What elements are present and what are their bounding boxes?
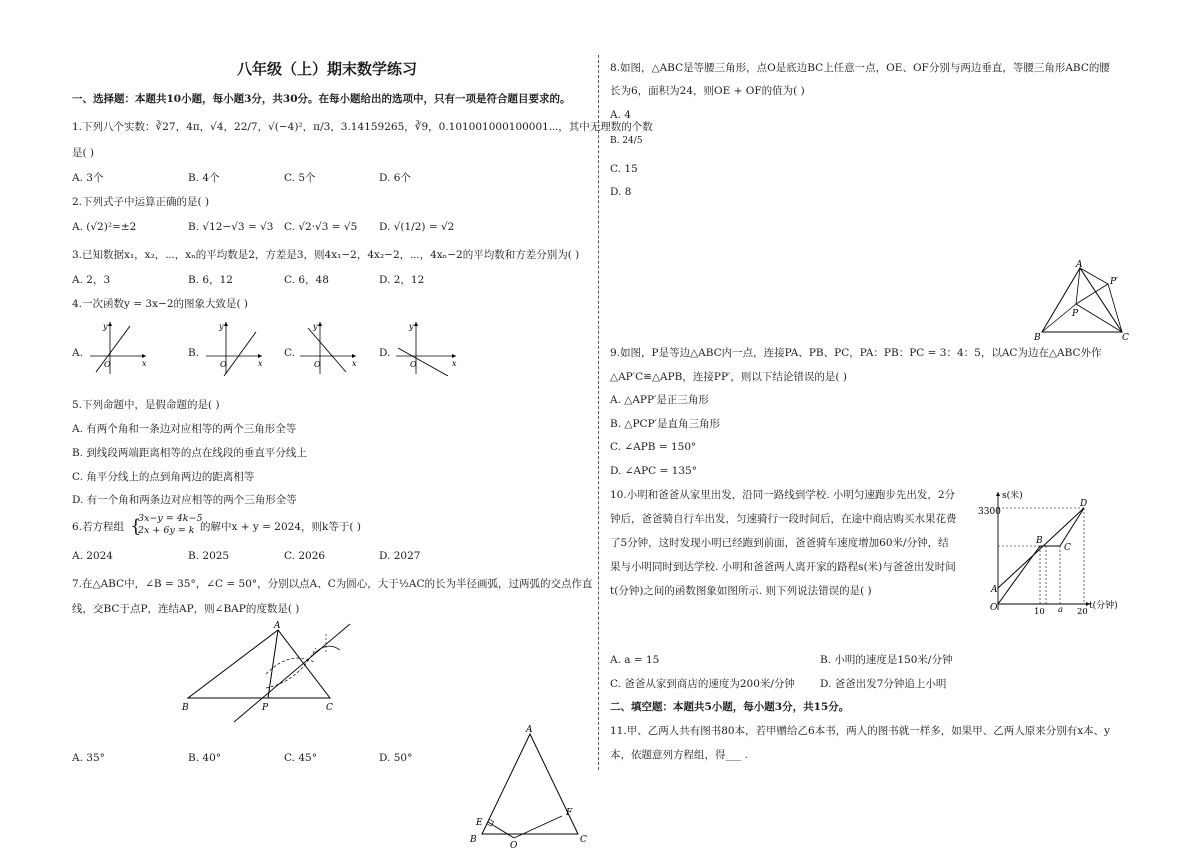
- q9-option-a: A. △APP′是正三角形: [610, 394, 709, 406]
- section1-heading: 一、选择题：本题共10小题，每小题3分，共30分。在每小题给出的选项中，只有一项是符合题目要求的。: [72, 93, 571, 105]
- q6-text-post: 的解中x + y = 2024，则k等于( ): [200, 521, 361, 533]
- q1-text: 1.下列八个实数：∛27，4π，√4，22/7，√(−4)²，π/3，3.14159265，∛9，0.101001000100001⋯，其中无理数的个数: [72, 121, 653, 133]
- q10-point-b: B: [1036, 536, 1043, 546]
- q10-text-1: 10.小明和爸爸从家里出发，沿同一路线到学校. 小明匀速跑步先出发，2分: [610, 489, 956, 501]
- q7-figure: [178, 618, 358, 730]
- q2-option-b: B. √12−√3 = √3: [188, 221, 274, 233]
- q8-text: 8.如图，△ABC是等腰三角形，点O是底边BC上任意一点，OE、OF分别与两边垂直，等腰三角形ABC的腰: [610, 62, 1110, 74]
- q6-eq1: 3x−y = 4k−5: [138, 513, 203, 524]
- q8-label-b: B: [470, 835, 477, 845]
- q10-point-c: C: [1064, 543, 1071, 553]
- q8-option-d: D. 8: [610, 186, 632, 198]
- q10-x-tick-a: a: [1058, 605, 1064, 615]
- q4d-y-label: y: [409, 322, 414, 331]
- q4b-y-label: y: [219, 322, 224, 331]
- q3-text: 3.已知数据x₁，x₂，⋯，xₙ的平均数是2，方差是3，则4x₁−2，4x₂−2，⋯，4xₙ−2的平均数和方差分别为( ): [72, 249, 580, 261]
- q5-option-a: A. 有两个角和一条边对应相等的两个三角形全等: [72, 423, 297, 435]
- q4-option-b: B.: [188, 347, 200, 359]
- q10-x-tick-20: 20: [1077, 607, 1088, 616]
- q9-text: 9.如图，P是等边△ABC内一点，连接PA、PB、PC，PA：PB：PC = 3：4：5，以AC为边在△ABC外作: [610, 347, 1102, 359]
- q7-label-b: B: [182, 703, 189, 713]
- q10-option-c: C. 爸爸从家到商店的速度为200米/分钟: [610, 678, 795, 690]
- q4c-y-label: y: [313, 322, 318, 331]
- q2-option-d: D. √(1/2) = √2: [379, 221, 455, 233]
- q10-text-2: 钟后，爸爸骑自行车出发，匀速骑行一段时间后，在途中商店购买水果花费: [610, 513, 957, 525]
- q7-option-a: A. 35°: [72, 752, 105, 764]
- right-column: [610, 0, 1170, 849]
- q8-label-o: O: [510, 841, 518, 848]
- q6-option-d: D. 2027: [379, 550, 421, 562]
- q6-brace: {: [130, 516, 142, 537]
- q4-option-a: A.: [72, 347, 83, 359]
- q10-y-label: s(米): [1002, 491, 1023, 501]
- q8-option-b: B. 24/5: [610, 136, 643, 146]
- q4a-x-label: x: [142, 359, 147, 368]
- section2-heading: 二、填空题：本题共5小题，每小题3分，共15分。: [610, 701, 850, 713]
- q5-option-d: D. 有一个角和两条边对应相等的两个三角形全等: [72, 494, 297, 506]
- q10-option-b: B. 小明的速度是150米/分钟: [820, 654, 953, 666]
- q4c-origin: O: [314, 360, 321, 369]
- q3-option-d: D. 2，12: [379, 274, 425, 286]
- q9-option-c: C. ∠APB = 150°: [610, 441, 697, 453]
- q9-label-a: A: [1076, 260, 1083, 270]
- q6-option-b: B. 2025: [188, 550, 230, 562]
- q10-point-d: D: [1080, 499, 1088, 509]
- q10-point-a: A: [991, 585, 998, 595]
- q10-x-label: t(分钟): [1089, 601, 1118, 611]
- q4c-x-label: x: [352, 359, 357, 368]
- q4d-origin: O: [410, 360, 417, 369]
- q6-option-c: C. 2026: [284, 550, 326, 562]
- q9-label-p: P: [1072, 309, 1079, 319]
- q5-text: 5.下列命题中，是假命题的是( ): [72, 399, 220, 411]
- q10-option-d: D. 爸爸出发7分钟追上小明: [820, 678, 947, 690]
- q3-option-b: B. 6，12: [188, 274, 233, 286]
- q11-text: 11.甲、乙两人共有图书80本，若甲赠给乙6本书，两人的图书就一样多，如果甲、乙两人原来分别有x本、y: [610, 725, 1111, 737]
- q2-option-c: C. √2·√3 = √5: [284, 221, 358, 233]
- q10-origin: O: [990, 603, 998, 613]
- q8-text-2: 长为6，面积为24，则OE + OF的值为( ): [610, 85, 805, 97]
- q4-graph-a: [88, 320, 148, 376]
- q5-option-b: B. 到线段两端距离相等的点在线段的垂直平分线上: [72, 447, 307, 459]
- q10-graph: [978, 484, 1168, 616]
- q8-option-c: C. 15: [610, 163, 638, 175]
- q4-graph-b: [204, 320, 264, 376]
- q8-label-a: A: [526, 725, 533, 735]
- q4a-y-label: y: [103, 322, 108, 331]
- q8-option-a: A. 4: [610, 109, 631, 121]
- q7-label-a: A: [274, 621, 281, 631]
- q9-option-d: D. ∠APC = 135°: [610, 465, 697, 477]
- q10-y-tick: 3300: [978, 507, 1001, 517]
- q7-text: 7.在△ABC中，∠B = 35°，∠C = 50°，分别以点A、C为圆心，大于½AC的长为半径画弧，过两弧的交点作直: [72, 578, 593, 590]
- q2-option-a: A. (√2)²=±2: [72, 221, 137, 233]
- q10-x-tick-10: 10: [1034, 607, 1045, 616]
- q4d-x-label: x: [452, 359, 457, 368]
- q1-option-c: C. 5个: [284, 172, 316, 184]
- q4a-origin: O: [104, 360, 111, 369]
- q4b-origin: O: [220, 360, 227, 369]
- q4-graph-c: [298, 320, 358, 376]
- q8-label-f: F: [566, 808, 573, 818]
- q1-option-d: D. 6个: [379, 172, 411, 184]
- q7-option-c: C. 45°: [284, 752, 317, 764]
- q4-option-d: D.: [379, 347, 391, 359]
- q10-option-a: A. a = 15: [610, 654, 660, 666]
- q9-text-2: △AP′C≌△APB，连接PP′，则以下结论错误的是( ): [610, 371, 847, 383]
- q4b-x-label: x: [258, 359, 263, 368]
- page-title: 八年级（上）期末数学练习: [237, 60, 418, 78]
- q8-label-c: C: [580, 835, 587, 845]
- q3-option-a: A. 2，3: [72, 274, 111, 286]
- q9-label-c: C: [1122, 333, 1129, 342]
- q7-label-c: C: [326, 703, 333, 713]
- q8-figure: [464, 722, 594, 848]
- q4-graph-d: [394, 320, 458, 376]
- q1-option-b: B. 4个: [188, 172, 220, 184]
- q6-text-pre: 6.若方程组: [72, 521, 125, 533]
- q9-label-b: B: [1034, 333, 1041, 342]
- q4-text: 4.一次函数y = 3x−2的图象大致是( ): [72, 298, 249, 310]
- q1-text-2: 是( ): [72, 147, 95, 159]
- column-divider: [598, 55, 599, 770]
- q6-eq2: 2x + 6y = k: [138, 525, 195, 536]
- q9-figure: [1030, 258, 1145, 342]
- q9-label-p-prime: P′: [1110, 277, 1119, 287]
- q7-option-d: D. 50°: [379, 752, 413, 764]
- q4-option-c: C.: [284, 347, 295, 359]
- q8-label-e: E: [476, 818, 483, 828]
- q3-option-c: C. 6，48: [284, 274, 329, 286]
- q10-text-4: 果与小明同时到达学校. 小明和爸爸两人离开家的路程s(米)与爸爸出发时间: [610, 561, 956, 573]
- q1-option-a: A. 3个: [72, 172, 104, 184]
- q2-text: 2.下列式子中运算正确的是( ): [72, 196, 210, 208]
- q6-option-a: A. 2024: [72, 550, 113, 562]
- q11-text-2: 本，依题意列方程组，得___ .: [610, 749, 748, 761]
- q9-option-b: B. △PCP′是直角三角形: [610, 418, 721, 430]
- q7-label-p: P: [262, 703, 269, 713]
- q7-option-b: B. 40°: [188, 752, 222, 764]
- q10-text-5: t(分钟)之间的函数图象如图所示. 则下列说法错误的是( ): [610, 585, 872, 597]
- q10-text-3: 了5分钟，这时发现小明已经跑到前面，爸爸骑车速度增加60米/分钟，结: [610, 537, 949, 549]
- q7-text-2: 线，交BC于点P，连结AP，则∠BAP的度数是( ): [72, 603, 300, 615]
- q5-option-c: C. 角平分线上的点到角两边的距离相等: [72, 471, 255, 483]
